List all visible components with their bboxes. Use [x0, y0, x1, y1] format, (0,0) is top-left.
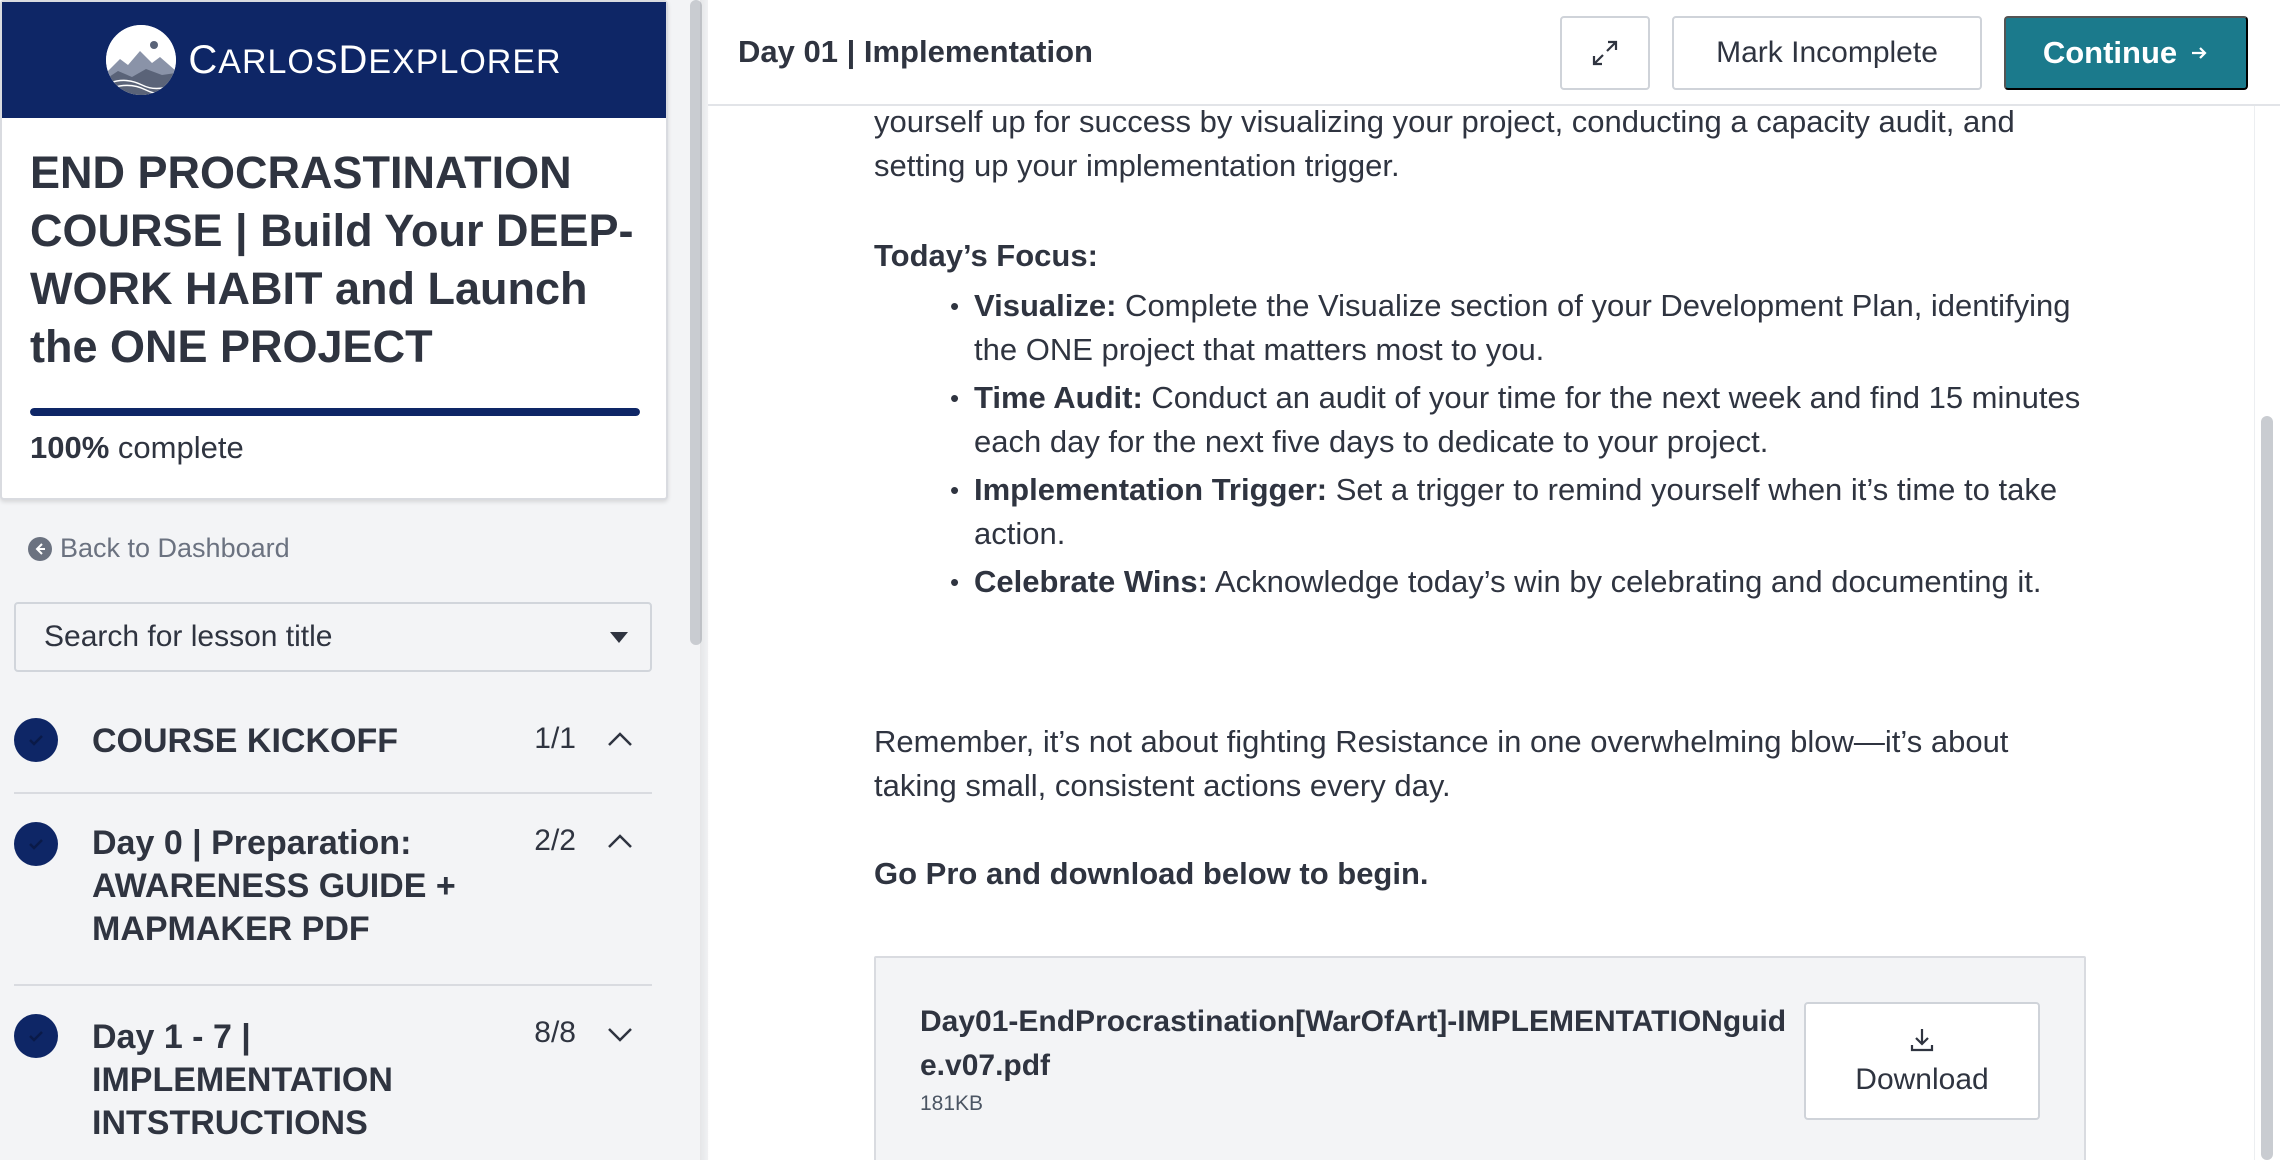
focus-item: • Visualize: Complete the Visualize section of your Development Plan, identifying the ONE project that matters most to you.: [874, 284, 2094, 372]
lesson-topbar: [708, 0, 2280, 106]
lesson-search-placeholder: Search for lesson title: [44, 620, 333, 653]
course-progress-bar: [30, 408, 640, 416]
back-to-dashboard-link[interactable]: [28, 533, 290, 564]
go-pro-text: Go Pro and download below to begin.: [874, 856, 1429, 891]
section-day-1-7-implementation[interactable]: [14, 986, 652, 1160]
continue-label: Continue: [2042, 35, 2178, 70]
download-card: [874, 956, 2086, 1160]
remember-text: Remember, it’s not about fighting Resistance in one overwhelming blow—it’s about taking small, consistent actions every day.: [874, 724, 2009, 803]
section-count: 1/1: [534, 722, 576, 755]
expand-arrows-icon: [1588, 36, 1622, 70]
chevron-up-icon[interactable]: [604, 724, 636, 756]
brand-logo-icon: [106, 25, 176, 95]
focus-list: [874, 284, 2094, 608]
brand-name: CARLOSDEXPLORER: [188, 37, 562, 82]
caret-down-icon: [610, 632, 628, 643]
section-count: 8/8: [534, 1016, 576, 1049]
chevron-down-icon[interactable]: [604, 1018, 636, 1050]
section-count: 2/2: [534, 824, 576, 857]
mark-incomplete-button[interactable]: Mark Incomplete: [1672, 16, 1982, 90]
chevron-up-icon[interactable]: [604, 826, 636, 858]
course-title: END PROCRASTINATION COURSE | Build Your DEEP-WORK HABIT and Launch the ONE PROJECT: [30, 147, 634, 372]
section-title: Day 0 | Preparation: AWARENESS GUIDE + MAPMAKER PDF: [92, 824, 456, 948]
file-name: Day01-EndProcrastination[WarOfArt]-IMPLEMENTATIONguide.v07.pdf: [920, 1005, 1787, 1082]
continue-button[interactable]: [2004, 16, 2248, 90]
arrow-right-icon: [2189, 43, 2209, 63]
brand-header[interactable]: [2, 2, 666, 118]
check-circle-icon: [14, 822, 58, 866]
download-label: Download: [1855, 1063, 1989, 1096]
section-course-kickoff[interactable]: [14, 704, 652, 794]
content-scrollbar-thumb[interactable]: [2261, 416, 2273, 1160]
course-progress-fill: [30, 408, 640, 416]
divider-shadow: [700, 0, 710, 1160]
section-title: COURSE KICKOFF: [92, 722, 398, 760]
download-button[interactable]: [1804, 1002, 2040, 1120]
lesson-search-select[interactable]: [14, 602, 652, 672]
focus-item: • Celebrate Wins: Acknowledge today’s win by celebrating and documenting it.: [874, 560, 2094, 604]
download-icon: [1907, 1025, 1937, 1055]
focus-item: • Time Audit: Conduct an audit of your time for the next week and find 15 minutes each day for the next five days to dedicate to your project.: [874, 376, 2094, 464]
content-scrollbar[interactable]: [2254, 106, 2280, 1160]
lesson-intro-text: yourself up for success by visualizing your project, conducting a capacity audit, and setting up your implementation trigger.: [874, 104, 2015, 183]
check-circle-icon: [14, 1014, 58, 1058]
expand-button[interactable]: [1560, 16, 1650, 90]
file-size: 181KB: [920, 1092, 984, 1115]
check-circle-icon: [14, 718, 58, 762]
arrow-left-circle-icon: [28, 537, 52, 561]
back-to-dashboard-label: Back to Dashboard: [60, 533, 290, 563]
focus-item: • Implementation Trigger: Set a trigger to remind yourself when it’s time to take action.: [874, 468, 2094, 556]
course-progress-label: 100% complete: [30, 430, 244, 465]
course-sidebar: [0, 0, 686, 1160]
section-title: Day 1 - 7 | IMPLEMENTATION INTSTRUCTIONS: [92, 1018, 393, 1142]
lesson-title: Day 01 | Implementation: [738, 34, 1093, 69]
section-day-0-preparation[interactable]: [14, 794, 652, 986]
course-card: [0, 0, 668, 500]
focus-heading: Today’s Focus:: [874, 238, 1098, 273]
